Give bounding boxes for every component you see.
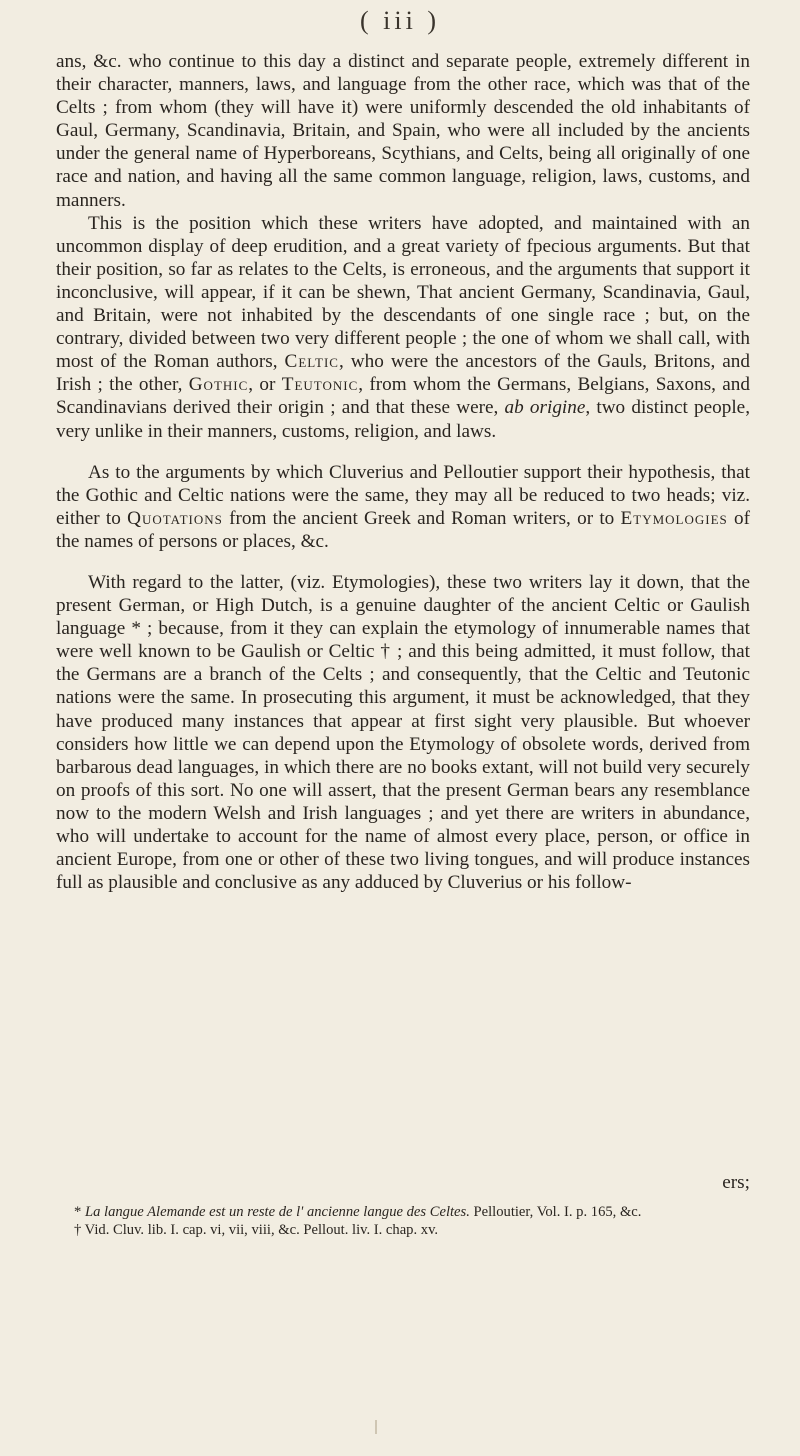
text-run: ans, &c. who continue to this day a distinct and separate people, extremely different in their character, manners, laws, and language from the other race, which was that of the Celts ; from whom (they will have it) were uniformly descended the old inhabitants of Gaul, Germany, Scandinavia, Britain, and Spain, who were all included by the ancients under the general name of Hyperboreans, Scythians, and Celts, being all originally of one race and nation, and having all the same common language, religion, laws, customs, and manners. [56,51,750,211]
italic-text: La langue Alemande est un reste de l' ancienne langue des Celtes. [84,1204,470,1220]
paragraph [56,571,750,894]
text-run: , who were the ancestors of the Gauls, Britons, and Irish ; the other, [56,351,750,396]
text-run: , from whom the Germans, Belgians, Saxons, and Scandinavians derived their origin ; and that these were, [56,374,750,419]
text-run: This is the position which these writers have adopted, and maintained with an uncommon display of deep erudition, and a great variety of fpecious arguments. But that their position, so far as relates to the Celts, is erroneous, and the arguments that support it inconclusive, will appear, if it can be shewn, That ancient Germany, Scandinavia, Gaul, and Britain, were not inhabited by the descendants of one single race ; but, on the contrary, divided between two very different people ; the one of whom we shall call, with most of the Roman authors, [56,212,750,373]
small-caps-text: Quotations [127,507,223,529]
page-number: ( iii ) [360,6,440,35]
text-run: , two distinct people, very unlike in their manners, customs, religion, and laws. [56,397,750,442]
small-caps-text: Etymologies [620,507,728,529]
text-run: * [74,1204,85,1220]
page-mark [375,1420,377,1434]
small-caps-text: Gothic [188,374,249,396]
catchword: ers; [722,1172,750,1193]
footnotes [56,1204,750,1239]
footnote [56,1222,750,1240]
text-run: As to the arguments by which Cluverius and Pelloutier support their hypothesis, that the Gothic and Celtic nations were the same, they may all be reduced to two heads; viz. either to [56,461,750,529]
text-run: Pelloutier, Vol. I. p. 165, &c. [469,1204,642,1220]
small-caps-text: Teutonic [281,374,359,396]
text-run: from the ancient Greek and Roman writers, or to [222,507,621,529]
text-run: With regard to the latter, (viz. Etymologies), these two writers lay it down, that the present German, or High Dutch, is a genuine daughter of the ancient Celtic or Gaulish language * ; because, from it they can explain the etymology of innumerable names that were well known to be Gaulish or Celtic † ; and this being admitted, it must follow, that the Germans are a branch of the Celts ; and consequently, that the Celtic and Teutonic nations were the same. In prosecuting this argument, it must be acknowledged, that they have produced many instances that appear at first sight very plausible. But whoever considers how little we can depend upon the Etymology of obsolete words, derived from barbarous dead languages, in which there are no books extant, will not build very securely on proofs of this sort. No one will assert, that the present German bears any resemblance now to the modern Welsh and Irish languages ; and yet there are writers in abundance, who will undertake to account for the name of almost every place, person, or office in ancient Europe, from one or other of these two living tongues, and will produce instances full as plausible and conclusive as any adduced by Cluverius or his follow- [56,571,750,894]
paragraph [56,212,750,443]
text-run: , or [248,374,282,396]
footnote [56,1204,750,1222]
text-run: † Vid. Cluv. lib. I. cap. vi, vii, viii, &c. Pellout. liv. I. chap. xv. [74,1221,439,1238]
small-caps-text: Celtic [284,351,339,373]
body-text [56,50,750,894]
paragraph [56,50,750,212]
text-run: of the names of persons or places, &c. [56,507,750,552]
paragraph [56,461,750,553]
italic-text: ab origine [504,397,586,419]
